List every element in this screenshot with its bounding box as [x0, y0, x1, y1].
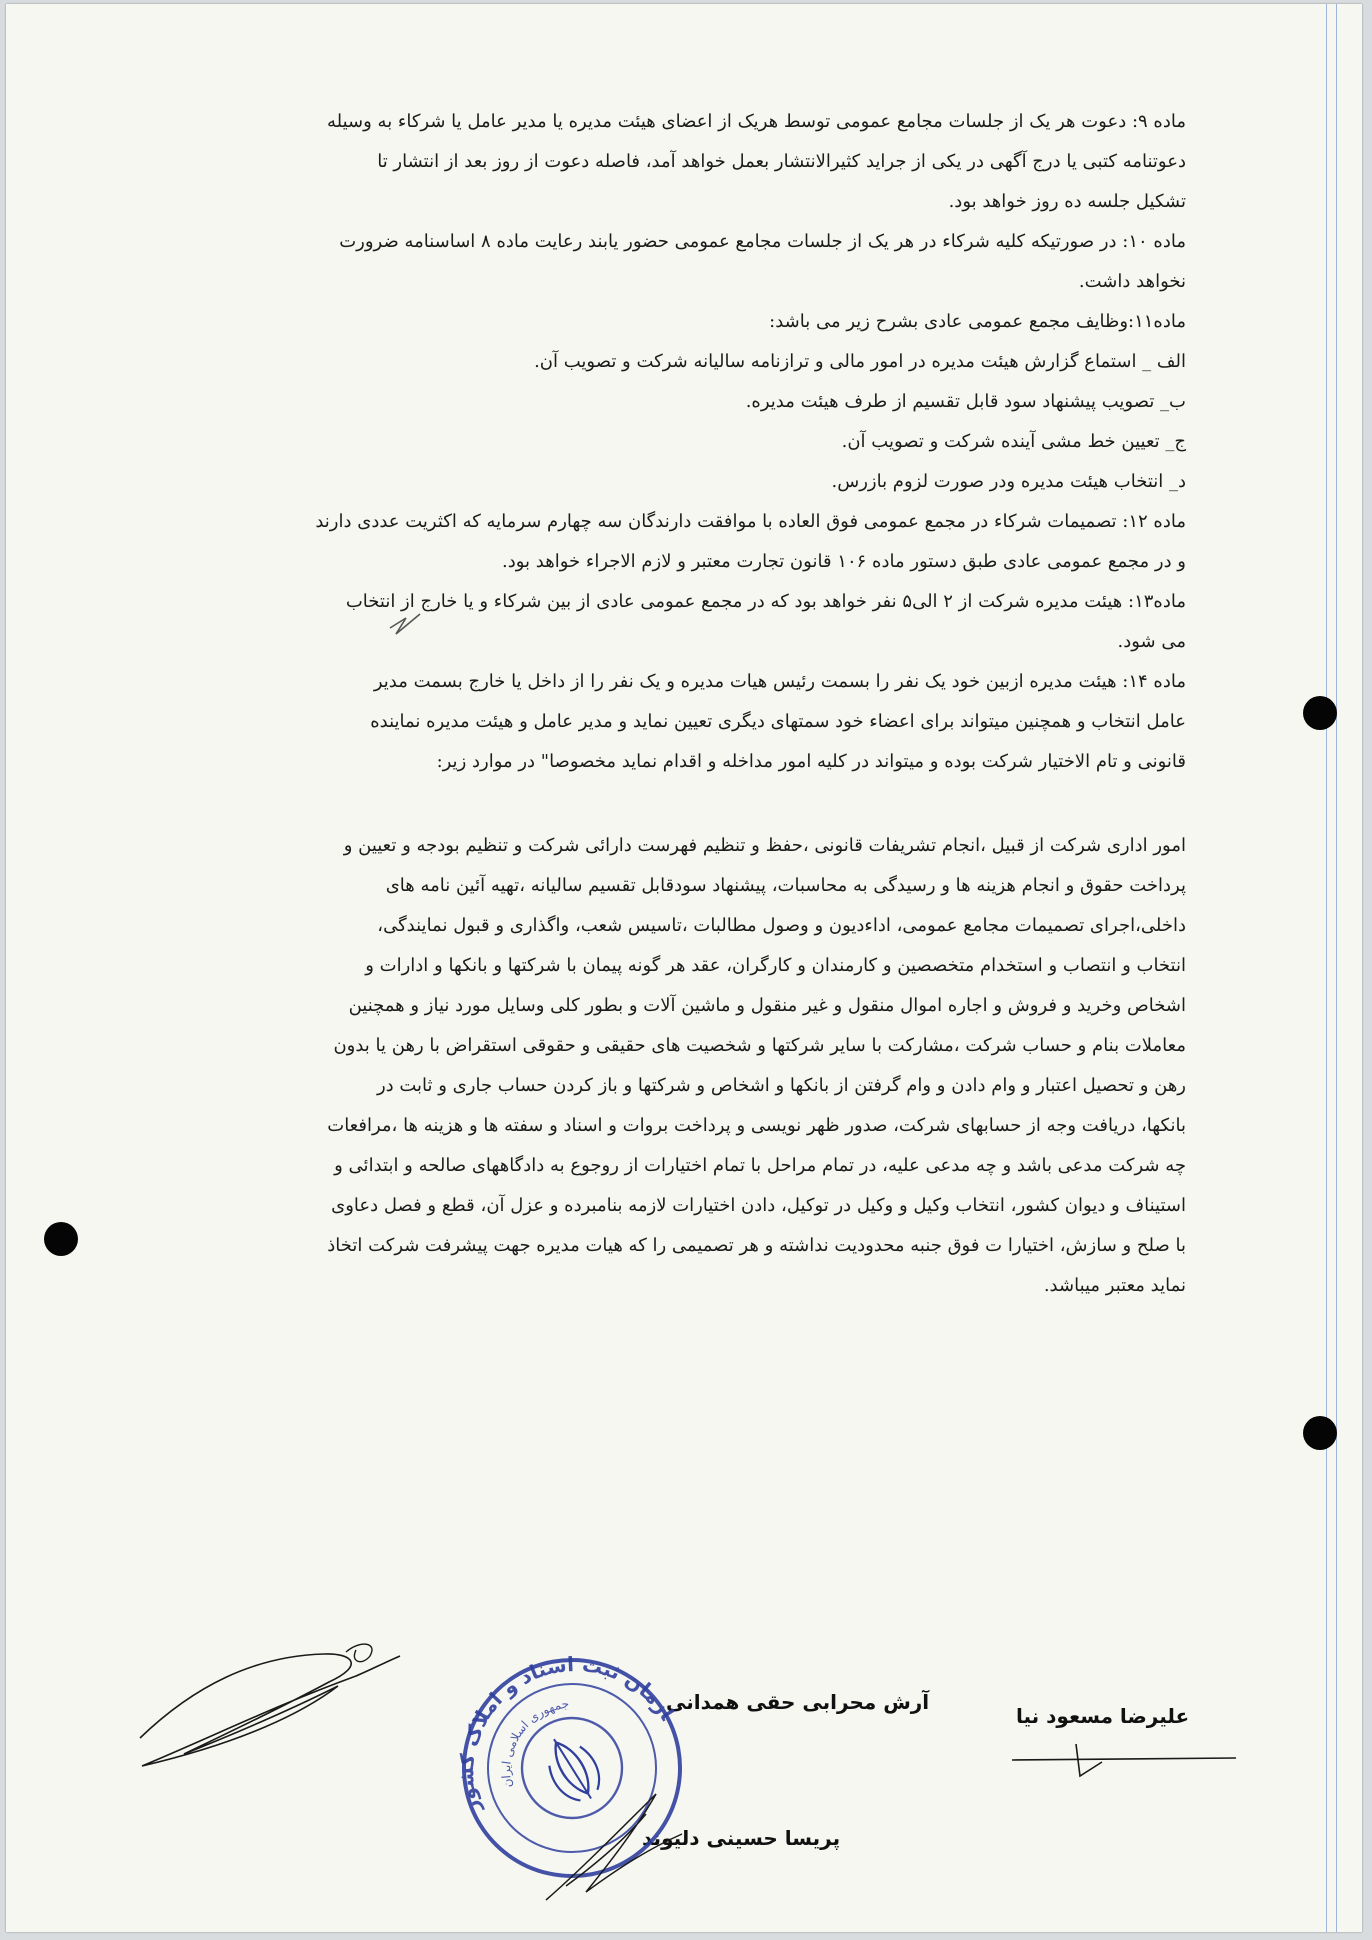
- text-line: ماده ۱۴: هیئت مدیره ازبین خود یک نفر را بسمت رئیس هیات مدیره و یک نفر را از داخل یا خارج بسمت مدیر: [373, 671, 1186, 692]
- text-line: الف _ استماع گزارش هیئت مدیره در امور مالی و ترازنامه سالیانه شرکت و تصویب آن.: [534, 351, 1186, 372]
- text-line: معاملات بنام و حساب شرکت ،مشارکت با سایر شرکتها و شخصیت های حقیقی و حقوقی استقراض با رهن یا بدون: [333, 1035, 1186, 1056]
- document-page: [6, 4, 1362, 1932]
- handwritten-signature: [124, 1626, 424, 1776]
- handwritten-signature: [526, 1774, 706, 1914]
- text-line: ب_ تصویب پیشنهاد سود قابل تقسیم از طرف هیئت مدیره.: [745, 391, 1186, 412]
- text-line: نماید معتبر میباشد.: [1043, 1275, 1186, 1296]
- text-line: دعوتنامه کتبی یا درج آگهی در یکی از جراید کثیرالانتشار بعمل خواهد آمد، فاصله دعوت از روز بعد از انتشار تا: [377, 151, 1186, 172]
- signatory-arash: آرش محرابی حقی همدانی: [666, 1690, 930, 1714]
- text-line: ماده ۱۲: تصمیمات شرکاء در مجمع عمومی فوق العاده با موافقت دارندگان سه چهارم سرمایه که اکثریت عددی دارند: [315, 511, 1186, 532]
- margin-rule: [1336, 4, 1337, 1932]
- punch-hole: [1303, 1416, 1337, 1450]
- signatory-alireza: علیرضا مسعود نیا: [1016, 1704, 1190, 1728]
- text-line: ماده۱۱:وظایف مجمع عمومی عادی بشرح زیر می باشد:: [769, 311, 1186, 332]
- punch-hole: [1303, 696, 1337, 730]
- article-text: [166, 102, 1186, 1306]
- stamp-outer-text: سازمان ثبت اسناد و املاک کشور: [453, 1651, 680, 1817]
- text-line: بانکها، دریافت وجه از حسابهای شرکت، صدور ظهر نویسی و پرداخت بروات و اسناد و سفته ها و هزینه ها ،مرافعات: [327, 1115, 1186, 1136]
- text-line: ماده ۹: دعوت هر یک از جلسات مجامع عمومی توسط هریک از اعضای هیئت مدیره یا مدیر عامل یا شرکاء به وسیله: [327, 111, 1186, 132]
- text-line: د_ انتخاب هیئت مدیره ودر صورت لزوم بازرس.: [831, 471, 1186, 492]
- text-line: ماده ۱۰: در صورتیکه کلیه شرکاء در هر یک از جلسات مجامع عمومی حضور یابند رعایت ماده ۸ اساسنامه ضرورت: [339, 231, 1186, 252]
- text-line: قانونی و تام الاختیار شرکت بوده و میتواند در کلیه امور مداخله و اقدام نماید مخصوصا" در موارد زیر:: [436, 751, 1186, 772]
- text-line: تشکیل جلسه ده روز خواهد بود.: [948, 191, 1186, 212]
- text-line: امور اداری شرکت از قبیل ،انجام تشریفات قانونی ،حفظ و تنظیم فهرست دارائی شرکت و تنظیم بودجه و تعیین و: [343, 835, 1186, 856]
- text-line: اشخاص وخرید و فروش و اجاره اموال منقول و غیر منقول و ماشین آلات و بطور کلی وسایل مورد نیاز و همچنین: [348, 995, 1186, 1016]
- signatory-parisa: پریسا حسینی دلیوند: [642, 1826, 841, 1850]
- text-line: ج_ تعیین خط مشی آینده شرکت و تصویب آن.: [841, 431, 1186, 452]
- handwritten-signature: [1006, 1736, 1246, 1786]
- stamp-inner-text: جمهوری اسلامی ایران: [499, 1696, 570, 1789]
- text-line: انتخاب و انتصاب و استخدام متخصصین و کارمندان و کارگران، عقد هر گونه پیمان با شرکتها و بانکها و ادارات و: [365, 955, 1186, 976]
- text-line: با صلح و سازش، اختیارا ت فوق جنبه محدودیت نداشته و هر تصمیمی را که هیات مدیره جهت پیشرفت شرکت اتخاذ: [327, 1235, 1186, 1256]
- text-line: و در مجمع عمومی عادی طبق دستور ماده ۱۰۶ قانون تجارت معتبر و لازم الاجراء خواهد بود.: [502, 551, 1186, 572]
- text-line: داخلی،اجرای تصمیمات مجامع عمومی، اداءدیون و وصول مطالبات ،تاسیس شعب، واگذاری و قبول نمایندگی،: [377, 915, 1186, 936]
- text-line: چه شرکت مدعی باشد و چه مدعی علیه، در تمام مراحل با تمام اختیارات از روجوع به دادگاههای صالحه و ابتدائی و: [334, 1155, 1186, 1176]
- text-line: می شود.: [1117, 631, 1186, 652]
- punch-hole: [44, 1222, 78, 1256]
- pen-tick-mark: [386, 608, 426, 642]
- text-line: نخواهد داشت.: [1078, 271, 1186, 292]
- text-line: رهن و تحصیل اعتبار و وام دادن و وام گرفتن از بانکها و اشخاص و شرکتها و باز کردن حساب جاری و ثابت در: [376, 1075, 1186, 1096]
- text-line: پرداخت حقوق و انجام هزینه ها و رسیدگی به محاسبات، پیشنهاد سودقابل تقسیم سالیانه ،تهیه آئین نامه های: [385, 875, 1186, 896]
- text-line: استیناف و دیوان کشور، انتخاب وکیل و وکیل در توکیل، دادن اختیارات لازمه بنامبرده و عزل آن، قطع و فصل دعاوی: [331, 1195, 1186, 1216]
- text-line: عامل انتخاب و همچنین میتواند برای اعضاء خود سمتهای دیگری تعیین نماید و مدیر عامل و هیئت مدیره نماینده: [370, 711, 1186, 732]
- margin-rule: [1326, 4, 1327, 1932]
- text-line: ماده۱۳: هیئت مدیره شرکت از ۲ الی۵ نفر خواهد بود که در مجمع عمومی عادی از بین شرکاء و یا خارج از انتخاب: [345, 591, 1186, 612]
